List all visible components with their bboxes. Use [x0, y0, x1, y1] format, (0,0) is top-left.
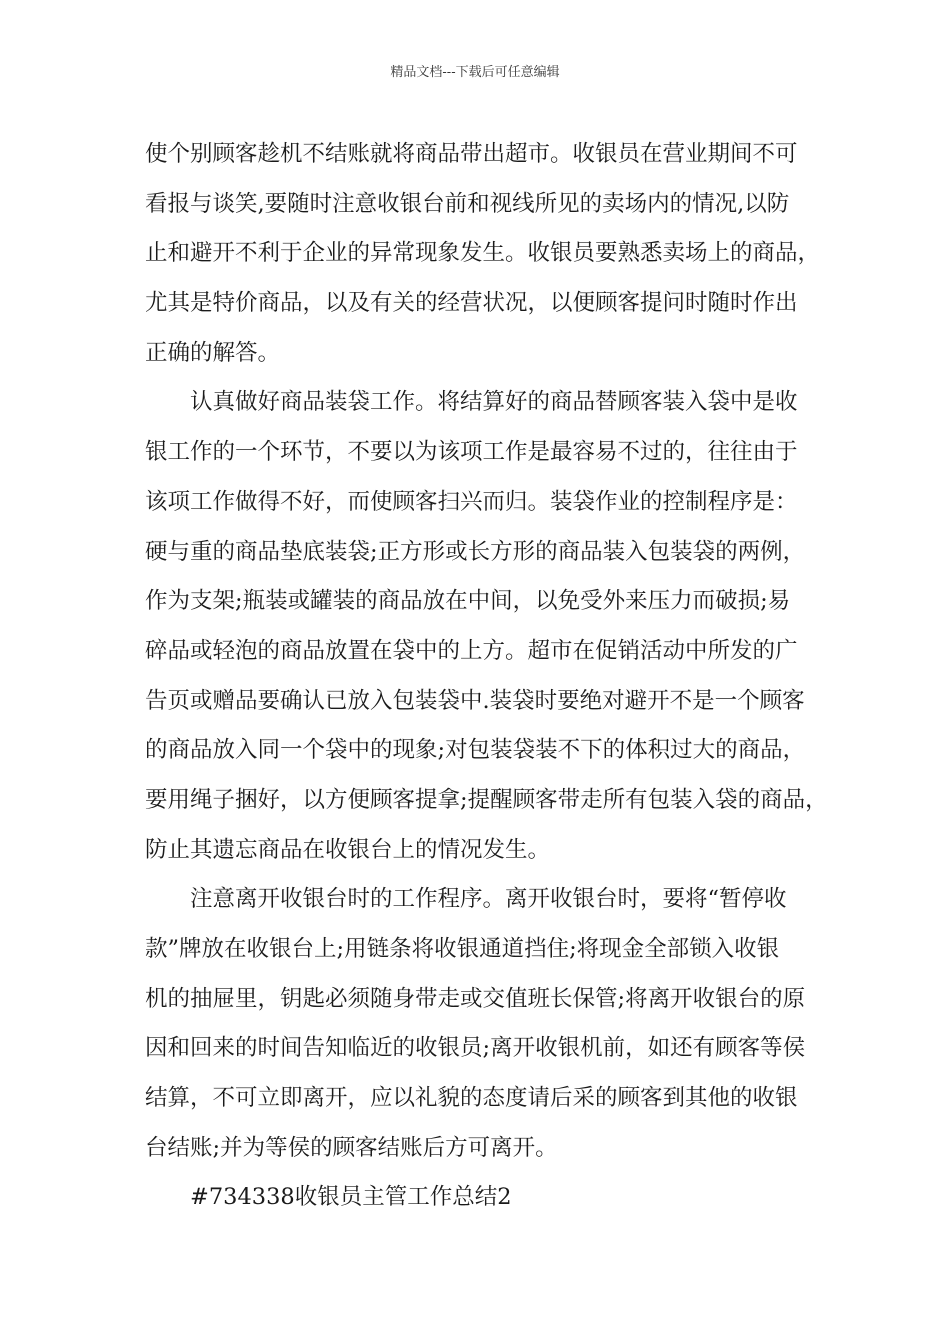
text-line: 注意离开收银台时的工作程序。离开收银台时，要将“暂停收 [145, 886, 787, 913]
text-line: 认真做好商品装袋工作。将结算好的商品替顾客装入袋中是收 [145, 389, 798, 416]
text-line: 的商品放入同一个袋中的现象;对包装袋装不下的体积过大的商品， [145, 737, 806, 764]
text-line: 款”牌放在收银台上;用链条将收银通道挡住;将现金全部锁入收银 [145, 936, 780, 962]
text-line: 银工作的一个环节，不要以为该项工作是最容易不过的，往往由于 [145, 439, 798, 466]
text-line: 作为支架;瓶装或罐装的商品放在中间，以免受外来压力而破损;易 [145, 588, 791, 615]
text-line: 因和回来的时间告知临近的收银员;离开收银机前，如还有顾客等侯 [145, 1035, 806, 1062]
text-line: 使个别顾客趁机不结账就将商品带出超市。收银员在营业期间不可 [145, 141, 798, 167]
text-line: 告页或赠品要确认已放入包装袋中.装袋时要绝对避开不是一个顾客 [145, 687, 805, 714]
text-line: 尤其是特价商品，以及有关的经营状况，以便顾客提问时随时作出 [145, 290, 798, 317]
text-line: 要用绳子捆好，以方便顾客提拿;提醒顾客带走所有包装入袋的商品， [145, 786, 828, 813]
text-line: 硬与重的商品垫底装袋;正方形或长方形的商品装入包装袋的两例， [145, 538, 806, 565]
text-line: 碎品或轻泡的商品放置在袋中的上方。超市在促销活动中所发的广 [145, 637, 798, 664]
text-line: 看报与谈笑,要随时注意收银台前和视线所见的卖场内的情况,以防 [145, 190, 790, 217]
text-line: 机的抽屉里，钥匙必须随身带走或交值班长保管;将离开收银台的原 [145, 985, 806, 1012]
section-heading: #734338收银员主管工作总结2 [145, 1184, 512, 1211]
text-line: 该项工作做得不好，而使顾客扫兴而归。装袋作业的控制程序是： [145, 488, 798, 515]
text-line: 止和避开不利于企业的异常现象发生。收银员要熟悉卖场上的商品， [145, 240, 821, 267]
text-line: 正确的解答。 [145, 339, 281, 366]
text-line: 防止其遗忘商品在收银台上的情况发生。 [145, 836, 551, 863]
text-line: 结算，不可立即离开，应以礼貌的态度请后采的顾客到其他的收银 [145, 1085, 798, 1112]
document-body [145, 130, 828, 1223]
page-header: 精品文档---下载后可任意编辑 [390, 65, 560, 80]
text-line: 台结账;并为等侯的顾客结账后方可离开。 [145, 1134, 558, 1161]
